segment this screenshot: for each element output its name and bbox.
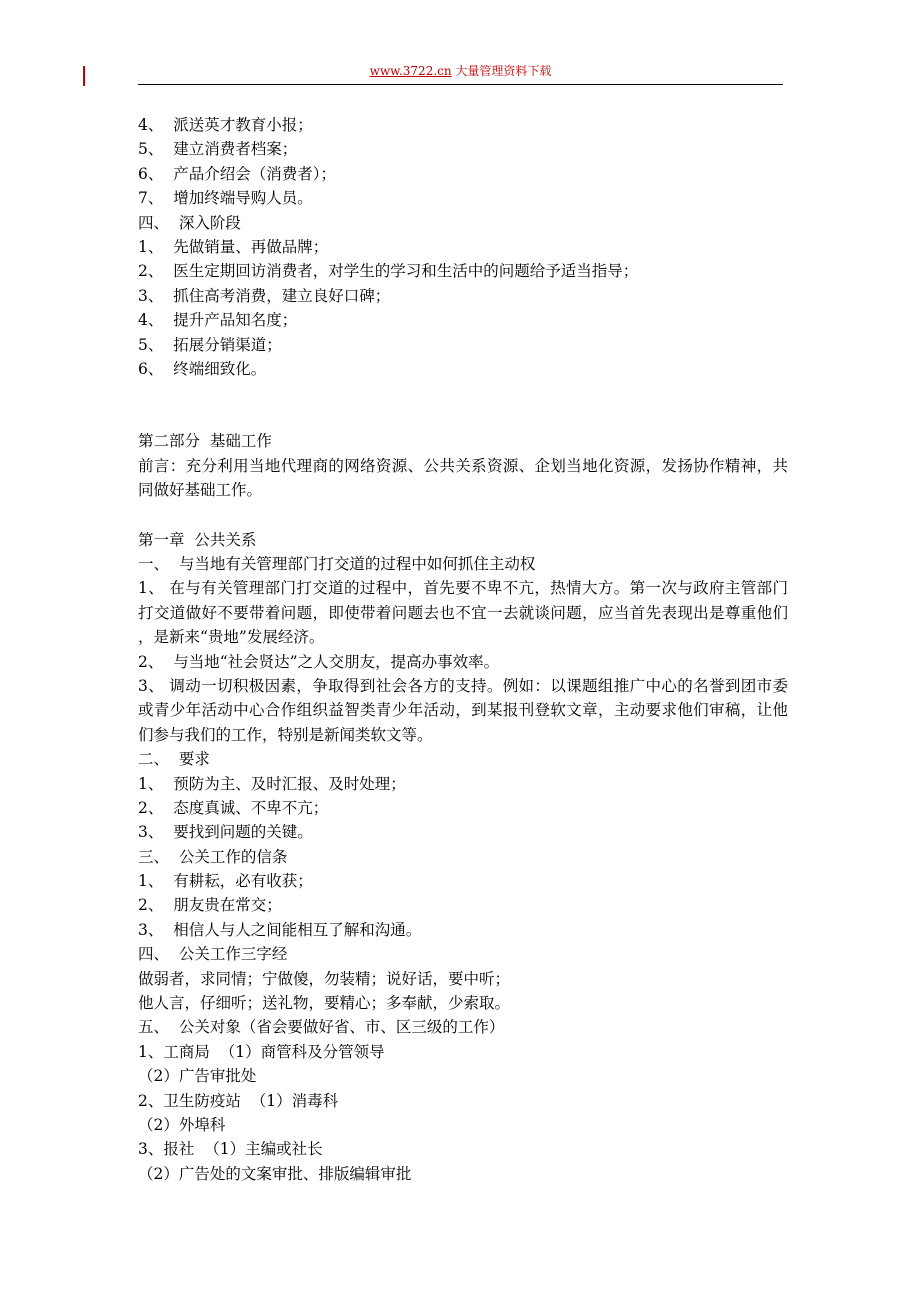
list-item: 2、 态度真诚、不卑不亢； — [138, 798, 329, 817]
list-item: 4、 派送英才教育小报； — [138, 116, 313, 134]
paragraph: 3、 调动一切积极因素，争取得到社会各方的支持。例如：以课题组推广中心的名誉到团市委或青少年活动中心合作组织益智类青少年活动，到某报刊登软文章，主动要求他们审稿，让他们参与我们的工作，特别是新闻类软文等。 — [138, 676, 788, 744]
document-body — [138, 113, 788, 1186]
header-divider — [138, 84, 783, 85]
section-heading: 三、 公关工作的信条 — [138, 847, 288, 866]
list-item: 1、工商局 （1）商管科及分管领导 — [138, 1042, 385, 1061]
list-item: 6、 终端细致化。 — [138, 359, 267, 378]
list-item: 4、 提升产品知名度； — [138, 311, 298, 330]
list-item: 1、 有耕耘，必有收获； — [138, 872, 313, 891]
list-item: 5、 建立消费者档案； — [138, 140, 298, 159]
list-item: 1、 预防为主、及时汇报、及时处理； — [138, 774, 406, 793]
list-item: 6、 产品介绍会（消费者）； — [138, 164, 336, 183]
verse-line: 做弱者，求同情；宁做傻，勿装精；说好话，要中听； — [138, 969, 511, 988]
section-heading: 二、 要求 — [138, 750, 210, 769]
part-intro: 前言：充分利用当地代理商的网络资源、公共关系资源、企划当地化资源，发扬协作精神，共同做好基础工作。 — [138, 456, 788, 500]
list-item: 3、 相信人与人之间能相互了解和沟通。 — [138, 920, 422, 939]
page-header — [138, 62, 783, 82]
list-item: 2、 医生定期回访消费者，对学生的学习和生活中的问题给予适当指导； — [138, 262, 639, 281]
list-item: 3、报社 （1）主编或社长 — [138, 1140, 323, 1159]
header-text: 大量管理资料下载 — [451, 64, 552, 78]
verse-line: 他人言，仔细听；送礼物，要精心；多奉献，少索取。 — [138, 994, 511, 1013]
list-item: （2）外埠科 — [138, 1115, 226, 1134]
paragraph: 1、 在与有关管理部门打交道的过程中，首先要不卑不亢，热情大方。第一次与政府主管部门打交道做好不要带着问题，即使带着问题去也不宜一去就谈问题，应当首先表现出是尊重他们 ，是新来“贵地”发展经济。 — [138, 579, 788, 647]
list-item: 2、卫生防疫站 （1）消毒科 — [138, 1091, 339, 1110]
list-item: 1、 先做销量、再做品牌； — [138, 237, 329, 256]
list-item: 3、 抓住高考消费，建立良好口碑； — [138, 286, 391, 305]
list-item: 2、 朋友贵在常交； — [138, 896, 282, 915]
paragraph: 2、 与当地“社会贤达”之人交朋友，提高办事效率。 — [138, 652, 500, 671]
section-heading: 四、 公关工作三字经 — [138, 945, 288, 964]
section-heading: 一、 与当地有关管理部门打交道的过程中如何抓住主动权 — [138, 554, 536, 573]
list-item: 7、 增加终端导购人员。 — [138, 189, 313, 208]
section-heading: 四、 深入阶段 — [138, 213, 241, 232]
list-item: 3、 要找到问题的关键。 — [138, 823, 313, 842]
margin-marker — [83, 66, 85, 86]
part-title: 第二部分 基础工作 — [138, 432, 272, 451]
list-item: （2）广告处的文案审批、排版编辑审批 — [138, 1164, 412, 1183]
list-item: （2）广告审批处 — [138, 1067, 257, 1086]
chapter-title: 第一章 公共关系 — [138, 530, 257, 549]
section-heading: 五、 公关对象（省会要做好省、市、区三级的工作） — [138, 1018, 505, 1037]
list-item: 5、 拓展分销渠道； — [138, 335, 282, 354]
header-link[interactable]: www.3722.cn — [369, 64, 452, 78]
